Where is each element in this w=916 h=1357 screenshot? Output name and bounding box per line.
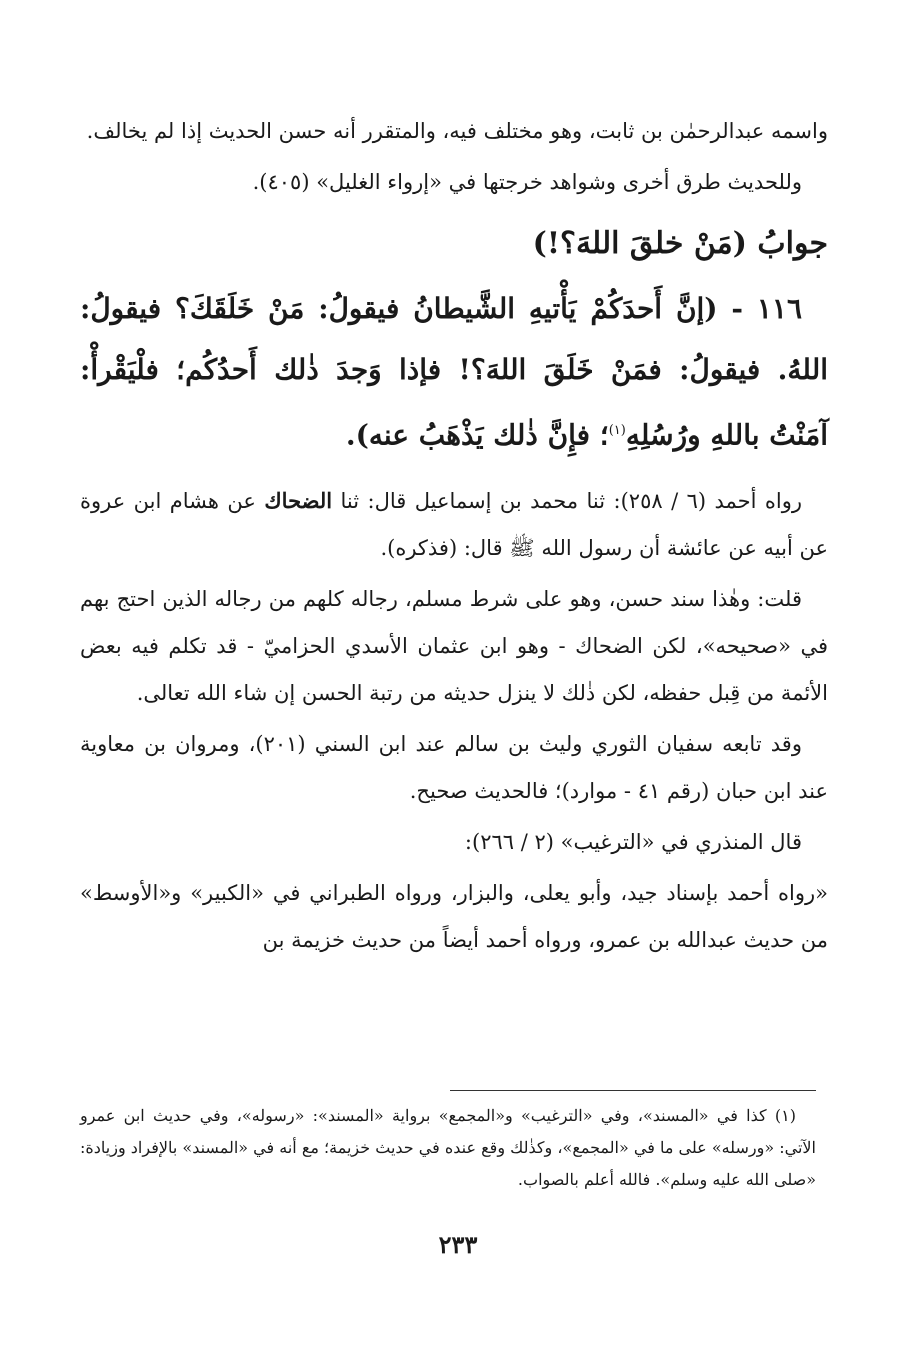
footnote-reference: (١) <box>608 423 626 438</box>
hadith-text <box>80 278 828 465</box>
hadith-text-part-2: ؛ فإِنَّ ذٰلك يَذْهَبُ عنه). <box>345 418 609 452</box>
hadith-text-part-1: ١١٦ - (إنَّ أَحدَكُمْ يَأْتيهِ الشَّيطانُ فيقولُ: مَنْ خَلَقَكَ؟ فيقولُ: اللهُ. فيقولُ: فمَنْ خَلَقَ اللهَ؟! فإذا وَجدَ ذٰلك أَحدُكُم؛ فلْيَقْرأْ: آمَنْتُ باللهِ ورُسُلِهِ <box>80 292 828 452</box>
paragraph-mundhiri-quote: «رواه أحمد بإسناد جيد، وأبو يعلى، والبزار، ورواه الطبراني في «الكبير» و«الأوسط» من حديث عبدالله بن عمرو، ورواه أحمد أيضاً من حديث خزيمة بن <box>80 881 828 953</box>
page-number: ٢٣٣ <box>438 1230 478 1259</box>
paragraph-other-routes: وللحديث طرق أخرى وشواهد خرجتها في «إرواء الغليل» (٤٠٥). <box>252 170 802 194</box>
paragraph-narrator-note: واسمه عبدالرحمٰن بن ثابت، وهو مختلف فيه، والمتقرر أنه حسن الحديث إذا لم يخالف. <box>86 119 828 143</box>
narration-source-part-2: عن هشام ابن عروة عن أبيه عن عائشة أن رسول الله ﷺ قال: (فذكره). <box>80 489 828 561</box>
paragraph-isnad-grading: قلت: وهٰذا سند حسن، وهو على شرط مسلم، رجاله كلهم من رجاله الذين احتج بهم في «صحيحه»، لكن الضحاك - وهو ابن عثمان الأسدي الحزاميّ - قد تكلم فيه بعض الأئمة من قِبل حفظه، لكن ذٰلك لا ينزل حديثه من رتبة الحسن إن شاء الله تعالى. <box>80 587 828 706</box>
section-heading: جوابُ (مَنْ خلقَ اللهَ؟!) <box>532 226 828 261</box>
narrator-name-bold: الضحاك <box>264 488 333 514</box>
narration-source-part-1: رواه أحمد (٦ / ٢٥٨): ثنا محمد بن إسماعيل قال: ثنا <box>332 489 802 514</box>
footnote-divider <box>450 1090 816 1091</box>
page-body <box>80 108 828 968</box>
paragraph-corroboration: وقد تابعه سفيان الثوري وليث بن سالم عند ابن السني (٢٠١)، ومروان بن معاوية عند ابن حبان (رقم ٤١ - موارد)؛ فالحديث صحيح. <box>80 732 828 804</box>
paragraph-narration-source <box>80 477 828 572</box>
paragraph-mundhiri-quote-intro: قال المنذري في «الترغيب» (٢ / ٢٦٦): <box>464 830 802 855</box>
footnote-text: (١) كذا في «المسند»، وفي «الترغيب» و«المجمع» برواية «المسند»: «رسوله»، وفي حديث ابن عمرو الآتي: «ورسله» على ما في «المجمع»، وكذٰلك وقع عنده في حديث خزيمة؛ مع أنه في «المسند» بالإفراد وزيادة: «صلى الله عليه وسلم». فالله أعلم بالصواب. <box>80 1106 816 1189</box>
